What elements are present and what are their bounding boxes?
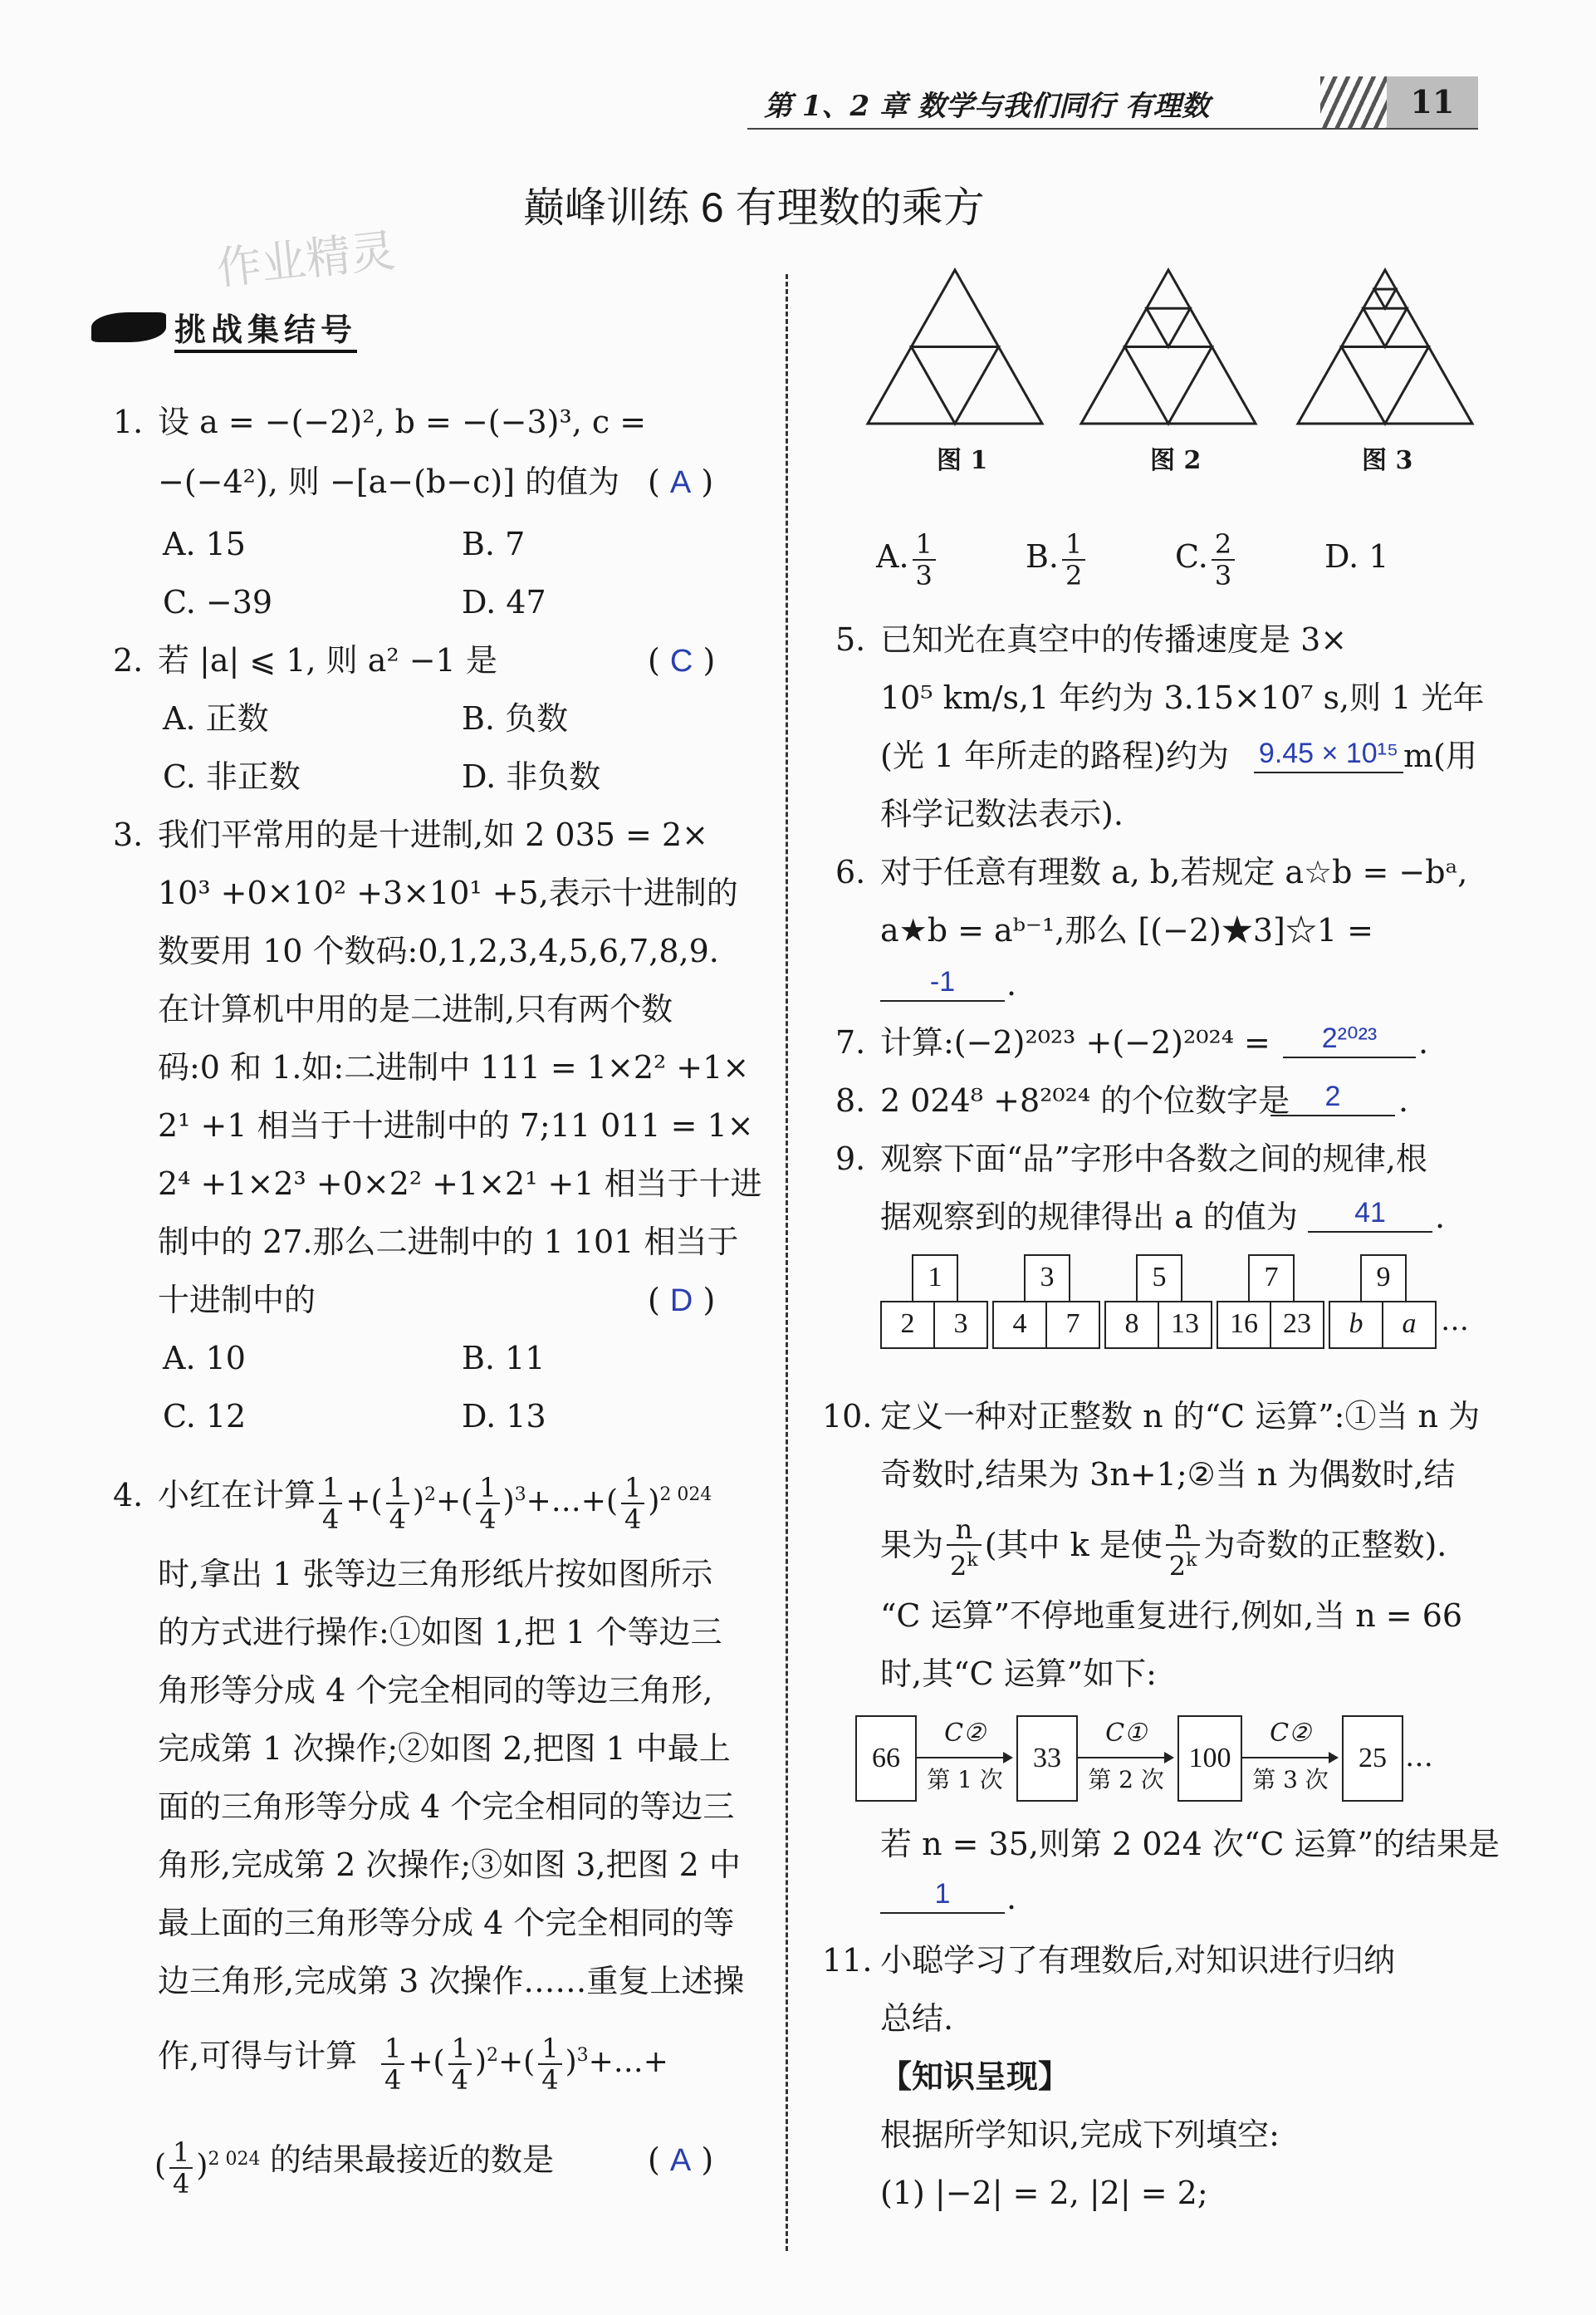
q4-line: 边三角形,完成第 3 次操作……重复上述操 [158, 1963, 745, 1999]
flow-arrow: C② 第 3 次 [1242, 1715, 1339, 1798]
q5-number: 5. [835, 621, 866, 658]
q6-period: . [1006, 966, 1017, 1003]
pin-top: 9 [1360, 1254, 1407, 1302]
q3-line: 制中的 27.那么二进制中的 1 101 相当于 [158, 1224, 739, 1260]
chapter-title: 第 1、2 章 数学与我们同行 有理数 [764, 90, 1210, 123]
q11-line: 小聪学习了有理数后,对知识进行归纳 [880, 1942, 1396, 1979]
q11-line: 总结. [880, 2000, 954, 2037]
q10-line: “C 运算”不停地重复进行,例如,当 n = 66 [880, 1597, 1463, 1634]
figure-3-triangle [1298, 270, 1472, 424]
figure-3-caption: 图 3 [1362, 446, 1413, 475]
q2-option-d: D. 非负数 [462, 758, 601, 795]
q3-option-a: A. 10 [163, 1340, 246, 1376]
q4-line: 最上面的三角形等分成 4 个完全相同的等 [158, 1905, 735, 1941]
q5-line: (光 1 年所走的路程)约为 [880, 738, 1229, 774]
column-divider [786, 274, 788, 2251]
pin-left: b [1329, 1301, 1383, 1349]
q1-line2: −(−4²), 则 −[a−(b−c)] 的值为 [158, 463, 620, 500]
flow-arrow: C① 第 2 次 [1078, 1715, 1174, 1798]
q4-option-d: D. 1 [1324, 538, 1389, 575]
pin-top: 5 [1136, 1254, 1182, 1302]
figure-1-caption: 图 1 [937, 446, 988, 475]
q5-line: 已知光在真空中的传播速度是 3× [880, 621, 1348, 658]
page-number: 11 [1387, 76, 1478, 128]
q1-option-c: C. −39 [163, 584, 273, 620]
q3-option-d: D. 13 [462, 1398, 546, 1435]
q4-line: 完成第 1 次操作;②如图 2,把图 1 中最上 [158, 1730, 731, 1767]
q4-series-formula-3: ( $\frac{1}{4}$ )$^{2 024}$ [154, 2136, 261, 2200]
q1-line1: 设 a = −(−2)², b = −(−3)³, c = [158, 404, 647, 440]
figure-2-caption: 图 2 [1150, 446, 1202, 475]
q5-after: m(用 [1403, 738, 1477, 774]
q4-series-formula: $\frac{1}{4}$ +( $\frac{1}{4}$ )$^2$+( $\frac{1}{4}$ )$^3$+…+( $\frac{1}{4}$ )$^{2 024}$ [316, 1454, 712, 1543]
q6-line: a★b = aᵇ⁻¹,那么 [(−2)★3]☆1 = [880, 912, 1373, 949]
figure-2-triangle [1081, 270, 1256, 424]
figure-1-triangle [868, 270, 1042, 424]
flow-ellipsis: … [1405, 1740, 1433, 1773]
q1-option-b: B. 7 [462, 526, 526, 562]
q10-line3: 果为 $\frac{n}{2^k}$ (其中 k 是使 $\frac{n}{2^k}$ 为奇数的正整数). [880, 1513, 1447, 1582]
pin-group [1217, 1254, 1324, 1354]
pin-top: 1 [912, 1254, 958, 1302]
q4-line: 角形等分成 4 个完全相同的等边三角形, [158, 1672, 713, 1709]
q9-period: . [1435, 1199, 1446, 1235]
q8-answer: 2 [1270, 1078, 1395, 1116]
flow-value: 100 [1177, 1715, 1242, 1802]
pin-right: 7 [1045, 1301, 1100, 1349]
q4-line: 时,拿出 1 张等边三角形纸片按如图所示 [158, 1556, 713, 1592]
q3-line: 码:0 和 1.如:二进制中 111 = 1×2² +1× [158, 1049, 750, 1086]
q6-number: 6. [835, 854, 866, 890]
q10-flow-diagram [855, 1715, 1495, 1807]
header-rule [747, 128, 1478, 130]
q8-text: 2 024⁸ +8²⁰²⁴ 的个位数字是 [880, 1082, 1290, 1119]
q9-answer: 41 [1308, 1194, 1432, 1233]
q7-number: 7. [835, 1024, 866, 1061]
pin-left: 2 [880, 1301, 935, 1349]
q11-intro: 根据所学知识,完成下列填空: [880, 2116, 1280, 2153]
q3-answer: D [669, 1283, 693, 1318]
q5-line: 科学记数法表示). [880, 796, 1124, 832]
pin-right: a [1382, 1301, 1437, 1349]
q3-answer-bracket: ( D ) [648, 1282, 716, 1318]
q10-number: 10. [822, 1398, 873, 1435]
q4-line: 的方式进行操作:①如图 1,把 1 个等边三 [158, 1614, 722, 1650]
q9-pin-figures [880, 1254, 1495, 1354]
q4-lead: 小红在计算 [158, 1477, 316, 1513]
q7-text: 计算:(−2)²⁰²³ +(−2)²⁰²⁴ = [880, 1024, 1270, 1061]
q1-answer-bracket: ( A ) [648, 463, 714, 500]
q2-option-c: C. 非正数 [163, 758, 301, 795]
pin-ellipsis: … [1441, 1304, 1469, 1337]
q10-period: . [1006, 1880, 1017, 1916]
q11-section: 【知识呈现】 [880, 2058, 1070, 2095]
q4-line: 角形,完成第 2 次操作;③如图 3,把图 2 中 [158, 1847, 741, 1883]
pin-group [1329, 1254, 1437, 1354]
q1-answer: A [669, 465, 692, 500]
pin-left: 8 [1104, 1301, 1159, 1349]
q7-period: . [1418, 1024, 1429, 1061]
flow-value: 33 [1016, 1715, 1078, 1802]
q3-line: 2⁴ +1×2³ +0×2² +1×2¹ +1 相当于十进 [158, 1165, 762, 1202]
q9-number: 9. [835, 1140, 866, 1177]
q2-line1: 若 |a| ⩽ 1, 则 a² −1 是 [158, 642, 497, 679]
q4-options [876, 515, 1457, 598]
flow-value: 66 [855, 1715, 917, 1802]
badge-icon [91, 312, 166, 342]
q8-number: 8. [835, 1082, 866, 1119]
q3-line: 数要用 10 个数码:0,1,2,3,4,5,6,7,8,9. [158, 933, 719, 969]
q3-line: 2¹ +1 相当于十进制中的 7;11 011 = 1× [158, 1107, 754, 1144]
q3-option-c: C. 12 [163, 1398, 247, 1435]
q1-option-d: D. 47 [462, 584, 546, 620]
watermark: 作业精灵 [213, 223, 399, 296]
q9-line: 据观察到的规律得出 a 的值为 [880, 1199, 1298, 1235]
page-title: 巅峰训练 6 有理数的乘方 [523, 184, 985, 231]
q8-period: . [1398, 1082, 1409, 1119]
q6-answer: -1 [880, 964, 1005, 1002]
pin-left: 4 [992, 1301, 1047, 1349]
pin-left: 16 [1217, 1301, 1271, 1349]
q2-answer: C [669, 644, 693, 679]
pin-right: 13 [1158, 1301, 1212, 1349]
q4-option-c: C. $\frac{2}{3}$ [1175, 515, 1238, 598]
q10-line: 定义一种对正整数 n 的“C 运算”:①当 n 为 [880, 1398, 1481, 1435]
q4-tail-lead: 作,可得与计算 [158, 2038, 358, 2074]
q4-answer: A [669, 2143, 692, 2178]
q3-line: 在计算机中用的是二进制,只有两个数 [158, 991, 673, 1028]
flow-arrow: C② 第 1 次 [917, 1715, 1013, 1798]
q11-item1: (1) |−2| = 2, |2| = 2; [880, 2175, 1208, 2211]
flow-value: 25 [1342, 1715, 1403, 1802]
q4-line: 面的三角形等分成 4 个完全相同的等边三 [158, 1788, 735, 1825]
pin-group [1104, 1254, 1212, 1354]
q2-answer-bracket: ( C ) [648, 642, 716, 679]
q10-line: 奇数时,结果为 3n+1;②当 n 为偶数时,结 [880, 1456, 1456, 1493]
pin-right: 3 [933, 1301, 988, 1349]
q10-line: 时,其“C 运算”如下: [880, 1655, 1157, 1692]
section-badge [91, 299, 415, 357]
q4-number: 4. [113, 1477, 144, 1513]
q5-line: 10⁵ km/s,1 年约为 3.15×10⁷ s,则 1 光年 [880, 679, 1485, 716]
q2-option-a: A. 正数 [163, 700, 269, 737]
q4-answer-bracket: ( A ) [648, 2141, 714, 2178]
q7-answer: 2²⁰²³ [1283, 1020, 1416, 1058]
pin-top: 7 [1248, 1254, 1295, 1302]
q1-option-a: A. 15 [163, 526, 246, 562]
header-stripes [1320, 76, 1387, 128]
q3-number: 3. [113, 817, 144, 853]
q6-line: 对于任意有理数 a, b,若规定 a☆b = −bᵃ, [880, 854, 1468, 890]
q2-number: 2. [113, 642, 144, 679]
q4-series-formula-2: $\frac{1}{4}$ +( $\frac{1}{4}$ )$^2$+( $\frac{1}{4}$ )$^3$+…+ [378, 2014, 668, 2104]
pin-group [992, 1254, 1100, 1354]
q10-line: 若 n = 35,则第 2 024 次“C 运算”的结果是 [880, 1826, 1500, 1862]
pin-top: 3 [1024, 1254, 1070, 1302]
q3-line: 10³ +0×10² +3×10¹ +5,表示十进制的 [158, 875, 738, 911]
pin-group [880, 1254, 988, 1354]
q10-answer: 1 [880, 1876, 1005, 1914]
q3-line: 我们平常用的是十进制,如 2 035 = 2× [158, 817, 708, 853]
q11-number: 11. [822, 1942, 873, 1979]
q9-line: 观察下面“品”字形中各数之间的规律,根 [880, 1140, 1427, 1177]
pin-right: 23 [1270, 1301, 1324, 1349]
q3-line: 十进制中的 [158, 1282, 316, 1318]
badge-label: 挑战集结号 [174, 304, 357, 353]
q4-option-a: A. $\frac{1}{3}$ [876, 515, 939, 598]
page-header [747, 76, 1486, 135]
q3-option-b: B. 11 [462, 1340, 546, 1376]
q4-option-b: B. $\frac{1}{2}$ [1026, 515, 1089, 598]
q1-number: 1. [113, 404, 144, 440]
q2-option-b: B. 负数 [462, 700, 569, 737]
q4-last: 的结果最接近的数是 [270, 2141, 555, 2178]
q5-answer: 9.45 × 10¹⁵ [1254, 735, 1403, 773]
